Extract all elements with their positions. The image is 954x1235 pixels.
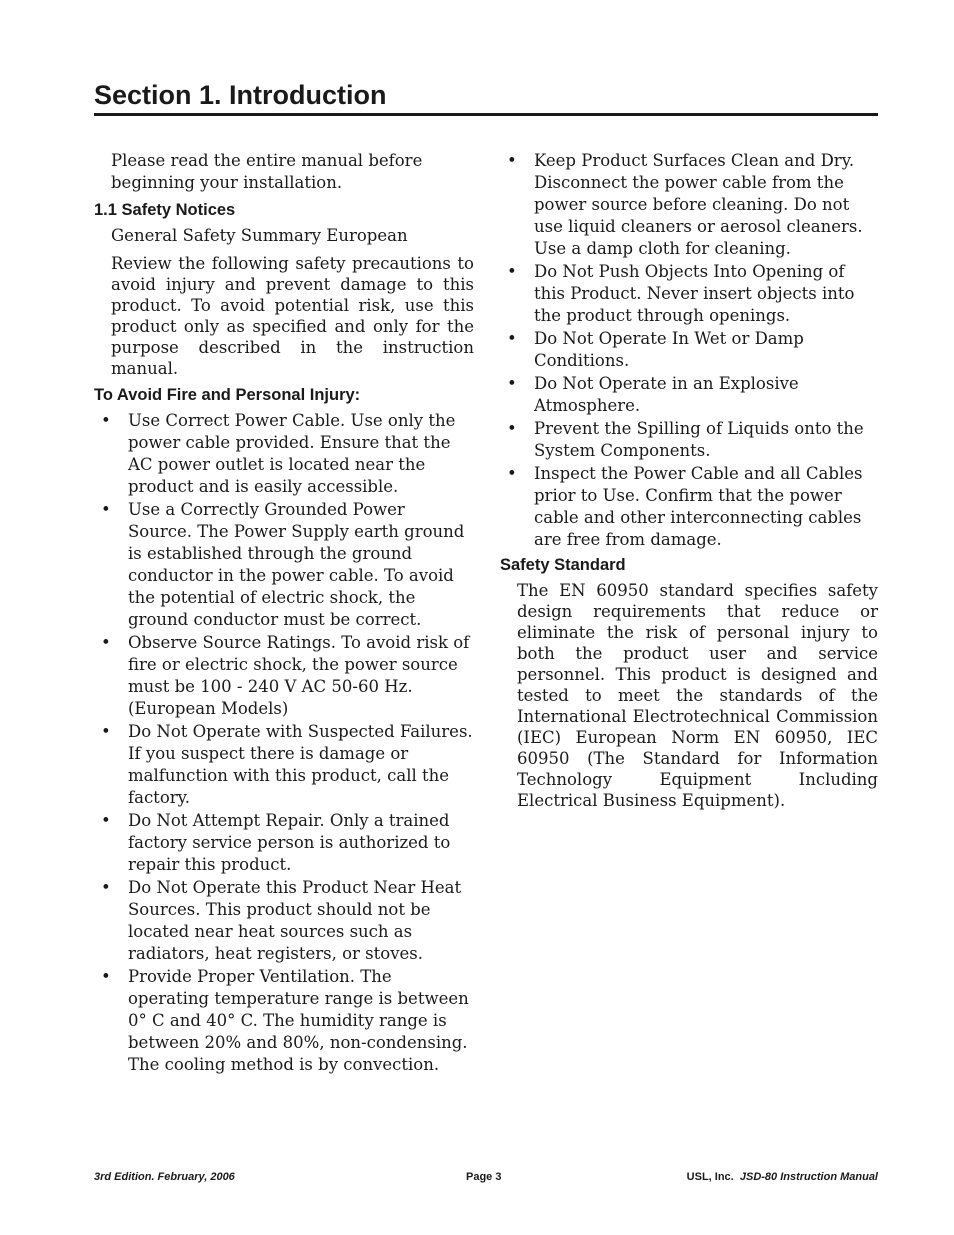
list-item: • Do Not Operate with Suspected Failures. If you suspect there is damage or malfunction with this product, call the factory. [94,721,474,809]
list-item: • Prevent the Spilling of Liquids onto the System Components. [500,418,878,462]
page-title: Section 1. Introduction [94,78,878,116]
list-item: • Do Not Attempt Repair. Only a trained factory service person is authorized to repair this product. [94,810,474,876]
fire-injury-list [94,410,474,1076]
list-item: • Do Not Operate In Wet or Damp Conditions. [500,328,878,372]
list-item: • Use a Correctly Grounded Power Source. The Power Supply earth ground is established through the ground conductor in the power cable. To avoid the potential of electric shock, the ground conductor must be correct. [94,499,474,631]
precautions-list [500,150,878,551]
footer-page-number: Page 3 [466,1171,502,1183]
footer-manual-title: JSD-80 Instruction Manual [739,1171,878,1183]
safety-standard-paragraph: The EN 60950 standard specifies safety design requirements that reduce or eliminate the risk of personal injury to both the product user and service personnel. This product is designed and tested to meet the standards of the International Electrotechnical Commission (IEC) European Norm EN 60950, IEC 60950 (The Standard for Information Technology Equipment Including Electrical Business Equipment). [517,581,878,810]
fire-injury-heading: To Avoid Fire and Personal Injury: [94,386,361,404]
safety-standard-heading: Safety Standard [500,556,626,574]
footer-manual-info [687,1170,878,1184]
list-item: • Observe Source Ratings. To avoid risk of fire or electric shock, the power source must be 100 - 240 V AC 50-60 Hz. (European Models) [94,632,474,720]
right-column [500,150,878,817]
left-column [94,150,474,1077]
list-item: • Keep Product Surfaces Clean and Dry. Disconnect the power cable from the power source before cleaning. Do not use liquid cleaners or aerosol cleaners. Use a damp cloth for cleaning. [500,150,878,260]
safety-summary-title: General Safety Summary European [111,226,408,245]
list-item: • Use Correct Power Cable. Use only the power cable provided. Ensure that the AC power outlet is located near the product and is easily accessible. [94,410,474,498]
footer-edition: 3rd Edition. February, 2006 [94,1171,235,1183]
review-paragraph: Review the following safety precautions to avoid injury and prevent damage to this product. To avoid potential risk, use this product only as specified and only for the purpose described in the instruction manual. [111,254,474,378]
list-item: • Do Not Operate in an Explosive Atmosphere. [500,373,878,417]
footer-company: USL, Inc. [686,1171,734,1183]
list-item: • Inspect the Power Cable and all Cables prior to Use. Confirm that the power cable and other interconnecting cables are free from damage. [500,463,878,551]
list-item: • Provide Proper Ventilation. The operating temperature range is between 0° C and 40° C. The humidity range is between 20% and 80%, non-condensing. The cooling method is by convection. [94,966,474,1076]
intro-paragraph: Please read the entire manual before beginning your installation. [111,151,423,192]
list-item: • Do Not Operate this Product Near Heat Sources. This product should not be located near heat sources such as radiators, heat registers, or stoves. [94,877,474,965]
list-item: • Do Not Push Objects Into Opening of this Product. Never insert objects into the product through openings. [500,261,878,327]
safety-notices-heading: 1.1 Safety Notices [94,201,236,219]
